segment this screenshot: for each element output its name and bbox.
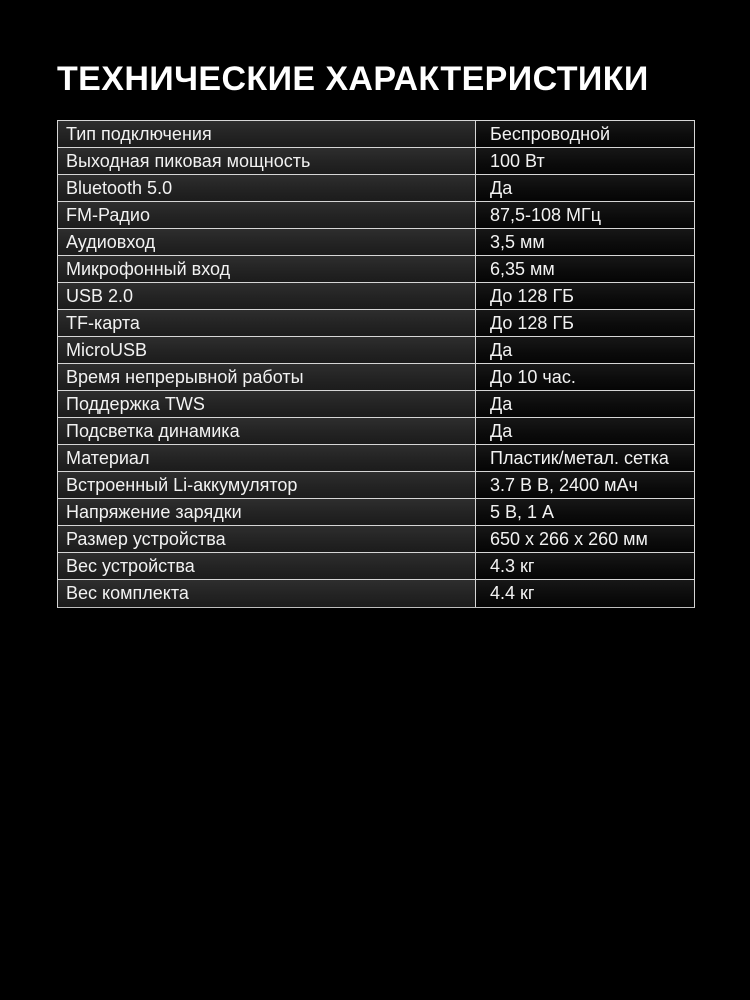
page-title: ТЕХНИЧЕСКИЕ ХАРАКТЕРИСТИКИ: [57, 60, 649, 98]
spec-label-cell: Встроенный Li-аккумулятор: [58, 472, 476, 498]
table-row: [58, 445, 694, 472]
table-row: [58, 526, 694, 553]
spec-label-cell: Вес комплекта: [58, 580, 476, 607]
spec-label-cell: Выходная пиковая мощность: [58, 148, 476, 174]
spec-value-cell: 4.3 кг: [476, 553, 694, 579]
spec-label-cell: Подсветка динамика: [58, 418, 476, 444]
table-row: [58, 472, 694, 499]
spec-label-cell: USB 2.0: [58, 283, 476, 309]
spec-label-cell: Вес устройства: [58, 553, 476, 579]
table-row: [58, 364, 694, 391]
spec-value-cell: Да: [476, 175, 694, 201]
spec-value-cell: До 10 час.: [476, 364, 694, 390]
spec-label-cell: TF-карта: [58, 310, 476, 336]
spec-label-cell: Материал: [58, 445, 476, 471]
spec-value-cell: Да: [476, 337, 694, 363]
table-row: [58, 391, 694, 418]
spec-label-cell: Размер устройства: [58, 526, 476, 552]
table-row: [58, 418, 694, 445]
spec-label-cell: Напряжение зарядки: [58, 499, 476, 525]
table-row: [58, 229, 694, 256]
spec-value-cell: 3,5 мм: [476, 229, 694, 255]
spec-value-cell: Да: [476, 391, 694, 417]
spec-value-cell: 5 В, 1 А: [476, 499, 694, 525]
spec-value-cell: 650 x 266 x 260 мм: [476, 526, 694, 552]
spec-value-cell: До 128 ГБ: [476, 283, 694, 309]
spec-value-cell: Да: [476, 418, 694, 444]
table-row: [58, 202, 694, 229]
table-row: [58, 310, 694, 337]
spec-value-cell: 4.4 кг: [476, 580, 694, 607]
table-row: [58, 337, 694, 364]
table-row: [58, 283, 694, 310]
spec-value-cell: Пластик/метал. сетка: [476, 445, 694, 471]
spec-label-cell: Тип подключения: [58, 121, 476, 147]
spec-label-cell: Микрофонный вход: [58, 256, 476, 282]
table-row: [58, 148, 694, 175]
specs-table: [57, 120, 695, 608]
spec-label-cell: MicroUSB: [58, 337, 476, 363]
table-row: [58, 256, 694, 283]
table-row: [58, 175, 694, 202]
table-row: [58, 580, 694, 607]
spec-label-cell: FM-Радио: [58, 202, 476, 228]
table-row: [58, 553, 694, 580]
spec-value-cell: 87,5-108 МГц: [476, 202, 694, 228]
spec-value-cell: 100 Вт: [476, 148, 694, 174]
spec-value-cell: До 128 ГБ: [476, 310, 694, 336]
spec-label-cell: Аудиовход: [58, 229, 476, 255]
table-row: [58, 121, 694, 148]
spec-value-cell: 6,35 мм: [476, 256, 694, 282]
spec-label-cell: Время непрерывной работы: [58, 364, 476, 390]
spec-label-cell: Bluetooth 5.0: [58, 175, 476, 201]
table-row: [58, 499, 694, 526]
spec-label-cell: Поддержка TWS: [58, 391, 476, 417]
spec-value-cell: 3.7 В В, 2400 мАч: [476, 472, 694, 498]
spec-value-cell: Беспроводной: [476, 121, 694, 147]
